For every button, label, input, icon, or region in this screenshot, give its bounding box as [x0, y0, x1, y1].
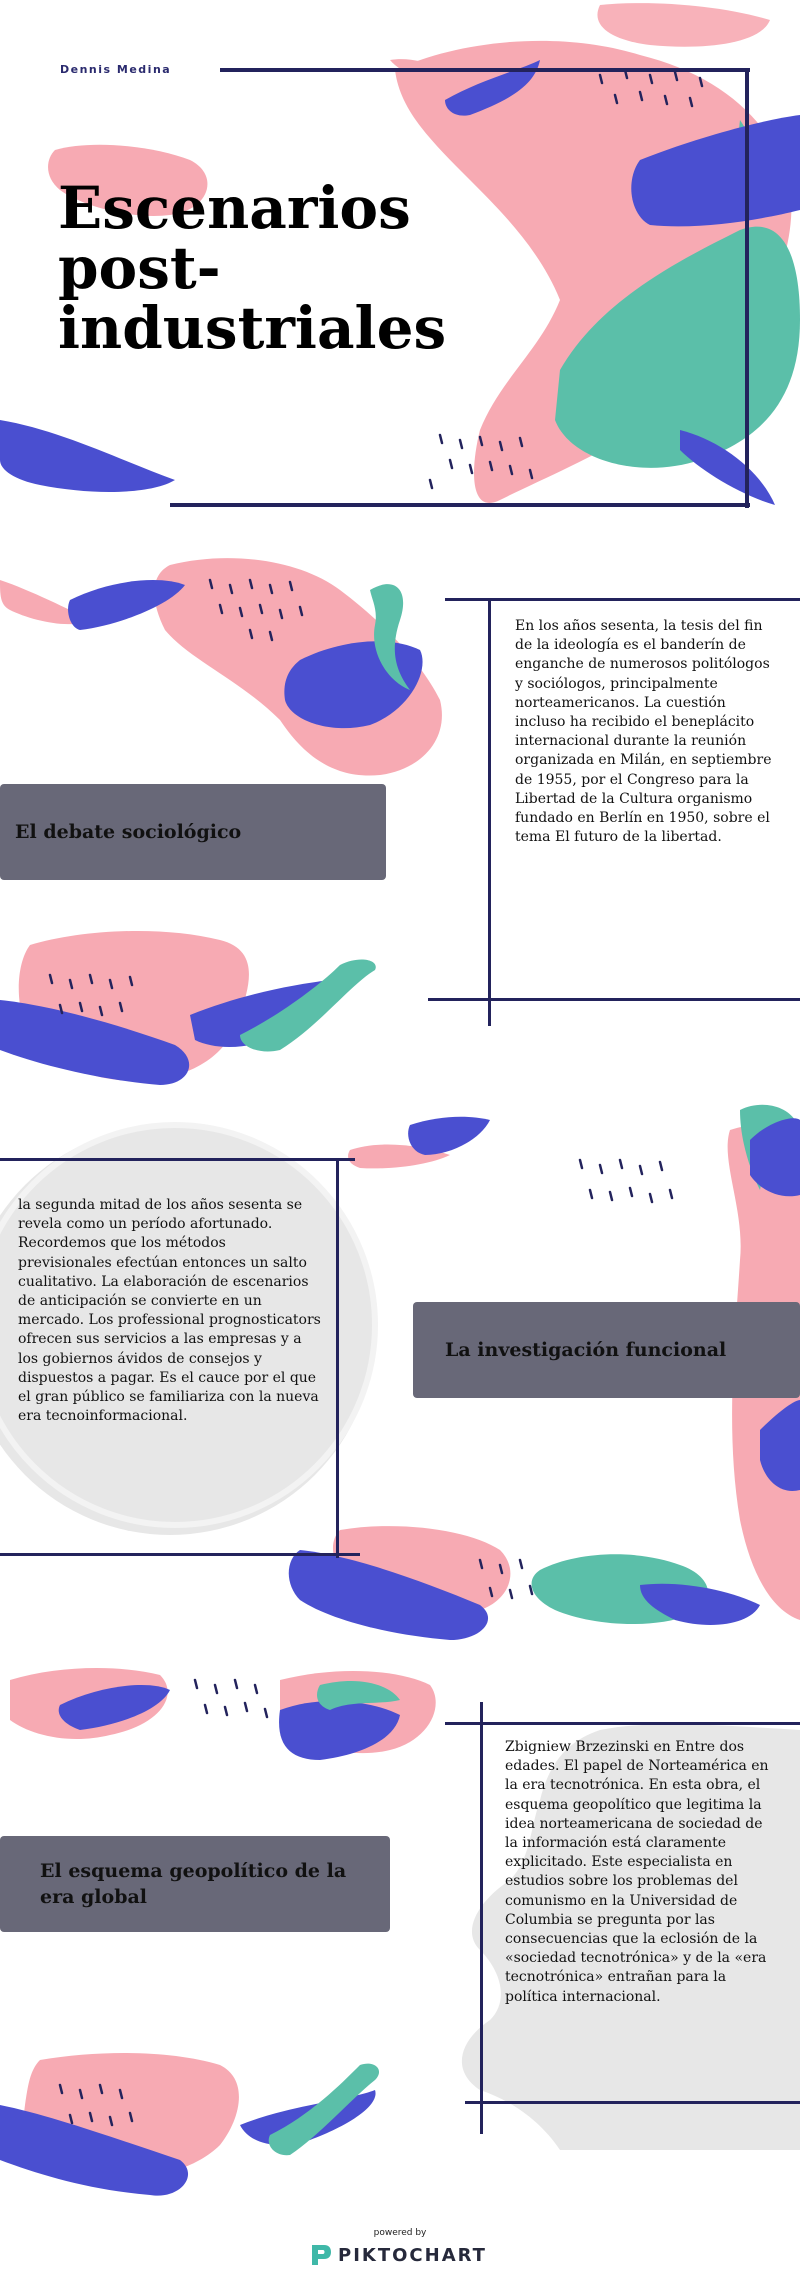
section2-vertical-rule: [336, 1158, 339, 1558]
hero-top-rule: [220, 68, 750, 72]
hero-right-rule: [745, 68, 749, 508]
section1-bottom-rule: [428, 998, 800, 1001]
page-title: Escenarios post-industriales: [58, 174, 447, 362]
piktochart-logo-icon: [310, 2243, 332, 2267]
section1-paint-splash-top: [0, 550, 460, 790]
section1-body: En los años sesenta, la tesis del fin de la ideología es el banderín de enganche de numerosos politólogos y sociólogos, principalmente norteamericanos. La cuestión incluso ha recibido el beneplácito internacional durante la reunión organizada en Milán, en septiembre de 1955, por el Congreso para la Libertad de la Cultura organismo fundado en Berlín en 1950, sobre el tema El futuro de la libertad.: [515, 618, 772, 846]
section3-bottom-rule: [465, 2101, 800, 2104]
author-name: Dennis Medina: [60, 63, 172, 76]
piktochart-brand[interactable]: [310, 2243, 487, 2267]
section3-body: Zbigniew Brzezinski en Entre dos edades. El papel de Norteamérica en la era tecnotrónica. En esta obra, el esquema geopolítico que legitima la idea norteamericana de sociedad de la información está claramente explicitado. Este especialista en estudios sobre los problemas del comunismo en la Universidad de Columbia se pregunta por las consecuencias que la eclosión de la «sociedad tecnotrónica» y de la «era tecnotrónica» entrañan para la política internacional.: [505, 1739, 769, 2005]
section1-vertical-rule: [488, 598, 491, 1026]
section2-bottom-rule: [0, 1553, 360, 1556]
section2-top-rule: [0, 1158, 355, 1161]
section3-top-rule: [445, 1722, 800, 1725]
section2-heading: La investigación funcional: [445, 1339, 727, 1361]
section2-paint-splash-bottom: [280, 1510, 800, 1670]
section3-heading: El esquema geopolítico de la era global: [40, 1860, 347, 1908]
section1-top-rule: [445, 598, 800, 601]
section3-vertical-rule: [480, 1702, 483, 2134]
section3-paint-splash-top: [0, 1655, 460, 1795]
section1-heading-box: [0, 784, 386, 880]
powered-by-text: powered by: [373, 2228, 427, 2238]
section3-heading-box: [0, 1836, 390, 1932]
piktochart-wordmark: PIKTOCHART: [338, 2244, 487, 2266]
section2-heading-box: [413, 1302, 800, 1398]
section3-paint-splash-bottom: [0, 2045, 400, 2205]
section2-body: la segunda mitad de los años sesenta se revela como un período afortunado. Recordemos que los métodos previsionales efectúan entonces un salto cualitativo. La elaboración de escenarios de anticipación se convierte en un mercado. Los professional prognosticators ofrecen sus servicios a las empresas y a los gobiernos ávidos de consejos y dispuestos a pagar. Es el cauce por el que el gran público se familiariza con la nueva era tecnoinformacional.: [18, 1197, 321, 1425]
section1-paint-splash-bottom: [0, 925, 400, 1095]
hero-bottom-rule: [170, 503, 750, 507]
section1-heading: El debate sociológico: [15, 821, 242, 843]
